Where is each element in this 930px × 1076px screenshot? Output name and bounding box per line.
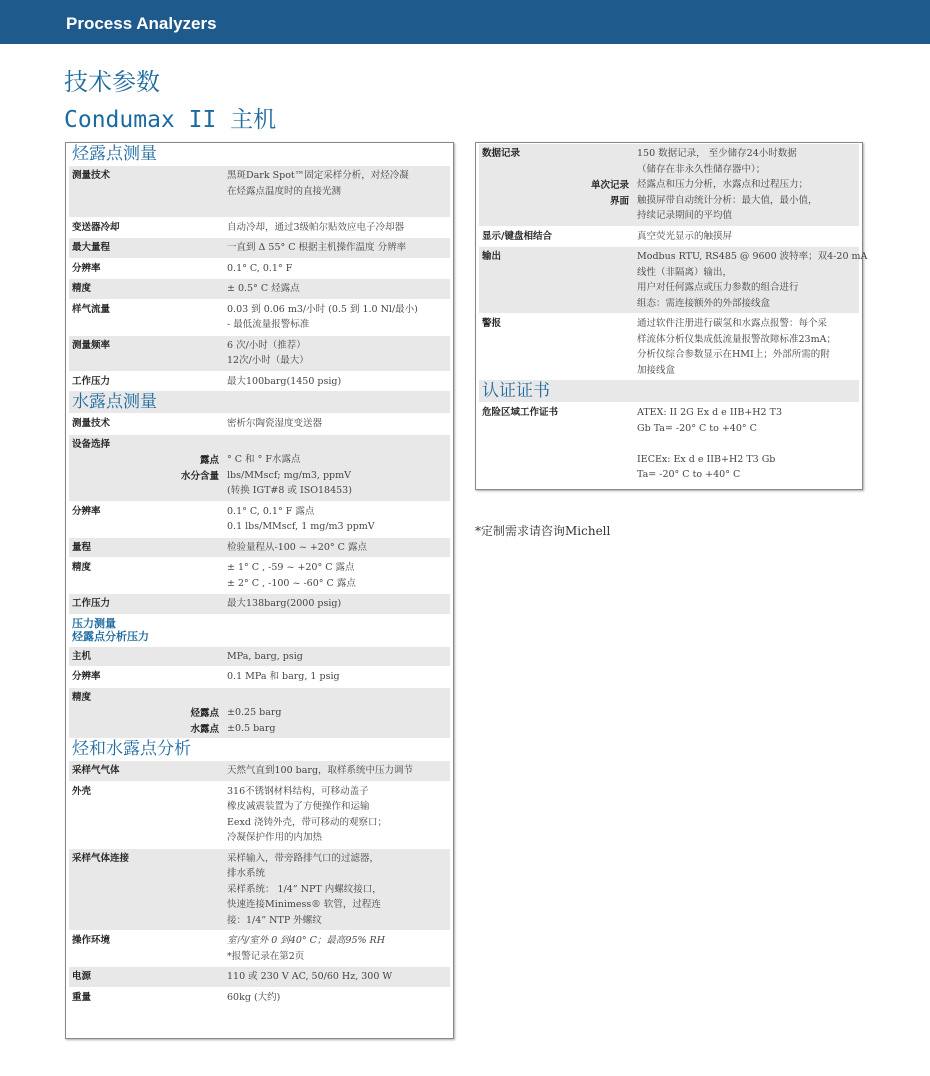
page-subtitle: Condumax II 主机 [64,107,277,133]
spec-line [637,316,856,332]
spec-line [227,866,447,882]
spec-line [227,830,447,846]
spec-line [227,353,447,369]
spec-line [180,468,447,484]
spec-line [637,405,856,421]
spec-label: 主机 [72,650,92,662]
subheading-line: 烃露点分析压力 [72,629,149,643]
spec-label: 工作压力 [72,375,111,387]
spec-value: 0.1 lbs/MMscf, 1 mg/m3 ppmV [227,521,375,532]
spec-line [227,815,447,831]
spec-line [227,882,447,898]
section-heading: 水露点测量 [69,391,450,413]
spec-values [227,240,447,256]
spec-value: 橡皮减震装置为了方便操作和运输 [227,801,370,812]
spec-values [227,416,447,432]
spec-value: Modbus RTU, RS485 @ 9600 波特率；双4-20 mA [637,251,868,262]
spec-line [227,784,447,800]
spec-line [227,990,447,1006]
header-bar [0,0,930,44]
spec-line [637,208,856,224]
spec-value: 0.03 到 0.06 m3/小时 (0.5 到 1.0 Nl/最小) [227,303,418,315]
spec-value: 持续记录期间的平均值 [637,210,733,221]
spec-value: *报警记录在第2页 [227,950,305,962]
spec-row [69,557,450,593]
spec-label: 显示/键盘相结合 [482,230,552,242]
spec-line [190,721,447,737]
spec-value: 0.1° C, 0.1° F 露点 [227,505,315,517]
spec-values [227,220,447,236]
spec-label: 外壳 [72,785,92,797]
spec-line [227,261,447,277]
spec-label: 工作压力 [72,598,111,609]
spec-line [227,933,447,949]
spec-value: 最大138barg(2000 psig) [227,598,342,609]
spec-value: 6 次/小时（推荐） [227,339,306,351]
spec-value: 一直到 Δ 55° C 根据主机操作温度 分辨率 [227,242,407,253]
spec-row [479,313,859,380]
spec-row [69,537,450,558]
spec-line [227,504,447,520]
spec-values [227,504,447,535]
spec-values [227,338,447,369]
spec-row [479,246,868,313]
spec-label: 采样气体连接 [72,852,130,864]
spec-values [227,851,447,929]
spec-row [69,165,450,217]
spec-row [69,278,450,299]
spec-line [637,229,856,245]
spec-values [227,261,447,277]
spec-line [637,347,856,363]
spec-line [637,162,856,178]
spec-values [227,933,447,964]
spec-line [227,184,447,200]
spec-line [227,799,447,815]
spec-value: 室内/室外 0 到40° C；最高95% RH [227,935,385,946]
spec-sublabel-text: 界面 [609,195,629,207]
spec-line [227,199,447,215]
spec-value: 线性（非隔离）输出， [637,266,733,278]
spec-values [227,374,447,390]
spec-sublabel-text: 单次记录 [590,180,629,191]
spec-value: (转换 IGT#8 或 ISO18453) [227,485,352,496]
spec-row [69,258,450,279]
spec-row [69,987,450,1008]
spec-label: 最大量程 [72,242,111,253]
spec-values [227,784,447,846]
spec-sublabel-text: 烃露点 [190,708,219,719]
spec-line [637,265,867,281]
spec-line [227,690,447,706]
spec-row [69,687,450,739]
spec-value: 加接线盒 [637,364,676,376]
spec-line [227,969,447,985]
spec-line [227,649,447,665]
spec-value: Gb Ta= -20° C to +40° C [637,422,757,434]
spec-label: 分辨率 [72,262,101,274]
spec-values [227,560,447,591]
spec-values [227,669,447,685]
spec-value: 12次/小时（最大） [227,355,309,366]
spec-value: 316不锈钢材料结构，可移动盖子 [227,785,369,797]
spec-line [227,374,447,390]
spec-line [227,949,447,965]
spec-label: 精度 [72,562,92,573]
spec-value: IECEx: Ex d e IIB+H2 T3 Gb [637,453,776,465]
spec-line [227,519,447,535]
spec-line [199,452,447,468]
spec-values [180,437,447,499]
spec-row [69,930,450,966]
spec-value: 组态：需连接额外的外部接线盒 [637,297,771,309]
spec-value: ° C 和 ° F水露点 [227,454,301,465]
spec-row [69,217,450,238]
spec-value: 黑斑Dark Spot™固定采样分析，对烃冷凝 [227,170,409,181]
spec-line [637,249,867,265]
spec-value: 接：1/4” NTP 外螺纹 [227,914,322,926]
spec-values [227,302,447,333]
spec-row [69,501,450,537]
spec-row [69,413,450,434]
spec-row [69,335,450,371]
spec-value: 采样系统： 1/4” NPT 内螺纹接口， [227,883,382,895]
spec-line [227,437,447,453]
spec-value: 冷凝保护作用的内加热 [227,832,323,843]
spec-label: 测量频率 [72,339,111,351]
spec-value: 60kg (大约) [227,991,281,1003]
section-heading: 认证证书 [479,380,859,402]
spec-value: 真空荧光显示的触摸屏 [637,230,733,242]
spec-value: ±0.25 barg [227,707,282,718]
spec-label: 采样气气体 [72,765,120,776]
spec-row [69,760,450,781]
spec-row [69,646,450,667]
spec-value: 密析尔陶瓷湿度变送器 [227,418,323,429]
section-subheading [69,614,450,646]
spec-line [227,317,447,333]
spec-row [69,966,450,987]
spec-line [227,338,447,354]
spec-line [637,280,867,296]
spec-value: 天然气直到100 barg，取样系统中压力调节 [227,765,414,776]
spec-line [637,436,856,452]
spec-row [69,434,450,501]
spec-label: 警报 [482,318,502,329]
spec-row [69,237,450,258]
spec-row [479,143,859,226]
spec-row [69,299,450,335]
spec-values [227,281,447,297]
spec-row [69,371,450,392]
spec-values [227,990,447,1006]
spec-value: 分析仪综合参数显示在HMI上；外部所需的附 [637,349,830,360]
spec-line [227,576,447,592]
brand-title: Process Analyzers [66,14,217,33]
spec-line [637,332,856,348]
spec-values [637,405,856,483]
spec-value: 触摸屏带自动统计分析：最大值，最小值， [637,194,818,206]
spec-line [227,913,447,929]
spec-value: 最大100barg(1450 psig) [227,375,342,387]
spec-line [590,177,856,193]
section-heading: 烃和水露点分析 [72,739,191,759]
spec-value: ± 2° C , -100 ~ -60° C 露点 [227,577,356,589]
spec-value: 采样输入，带旁路排气口的过滤器， [227,852,380,864]
spec-value: 在烃露点温度时的直接光测 [227,185,342,197]
spec-value: ATEX: II 2G Ex d e IIB+H2 T3 [637,407,783,418]
spec-label: 分辨率 [72,671,101,682]
spec-line [227,416,447,432]
spec-values [637,316,856,378]
spec-label: 重量 [72,991,92,1003]
spec-line [227,763,447,779]
spec-value: 烃露点和压力分析，水露点和过程压力； [637,179,809,190]
spec-values [590,146,856,224]
spec-values [227,763,447,779]
spec-row [69,848,450,931]
spec-value: 110 或 230 V AC, 50/60 Hz, 300 W [227,971,393,982]
spec-values [227,969,447,985]
spec-line [190,705,447,721]
spec-line [227,240,447,256]
spec-label: 精度 [72,283,92,294]
spec-line [637,296,867,312]
spec-value: - 最低流量报警标准 [227,319,310,330]
spec-table-left [65,142,454,1039]
spec-label: 危险区域工作证书 [482,407,559,418]
spec-value: ± 0.5° C 烃露点 [227,283,300,294]
spec-sublabel-text: 水露点 [190,723,219,735]
spec-values [637,249,867,311]
spec-label: 精度 [72,691,92,703]
spec-label: 测量技术 [72,418,111,429]
spec-value: 150 数据记录， 至少储存24小时数据 [637,148,797,159]
spec-row [69,781,450,848]
spec-value: 0.1° C, 0.1° F [227,262,293,274]
spec-value: 通过软件注册进行碳氢和水露点报警：每个采 [637,318,828,329]
spec-label: 分辨率 [72,505,101,517]
spec-line [227,540,447,556]
spec-line [227,168,447,184]
spec-row [69,593,450,614]
spec-value: 样流体分析仪集成低流量报警故障标准23mA； [637,333,836,345]
spec-row [69,666,450,687]
spec-values [190,690,447,737]
spec-values [227,596,447,612]
spec-values [227,649,447,665]
spec-line [637,363,856,379]
spec-line [637,467,856,483]
spec-label: 测量技术 [72,170,111,181]
spec-value: Ta= -20° C to +40° C [637,469,741,480]
spec-line [227,281,447,297]
spec-line [637,452,856,468]
spec-label: 样气流量 [72,303,111,315]
spec-value: Eexd 浇铸外壳，带可移动的观察口； [227,816,388,828]
spec-line [227,483,447,499]
spec-values [227,540,447,556]
spec-value: 0.1 MPa 和 barg, 1 psig [227,671,340,682]
spec-value: ± 1° C , -59 ~ +20° C 露点 [227,562,355,573]
spec-line [227,560,447,576]
section-heading: 烃露点测量 [72,144,157,164]
spec-line [227,669,447,685]
spec-line [227,220,447,236]
subheading-line: 压力测量 [72,616,116,630]
spec-line [637,421,856,437]
spec-label: 电源 [72,971,92,982]
spec-label: 设备选择 [72,438,111,450]
spec-values [637,229,856,245]
spec-line [227,596,447,612]
spec-sublabel-text: 水分含量 [180,470,219,482]
spec-row [479,226,859,247]
spec-value: 用户对任何露点或压力参数的组合进行 [637,282,799,293]
spec-value: 检验量程从-100 ~ +20° C 露点 [227,541,367,553]
spec-value: MPa, barg, psig [227,650,303,662]
spec-value: ±0.5 barg [227,722,276,734]
spec-table-right [475,142,868,490]
footnote: *定制需求请咨询Michell [475,524,611,538]
spec-values [227,168,447,215]
page-title: 技术参数 [64,68,160,96]
spec-line [637,146,856,162]
spec-value: lbs/MMscf; mg/m3, ppmV [227,469,351,481]
spec-label: 操作环境 [72,935,111,946]
spec-line [227,851,447,867]
spec-line [227,897,447,913]
spec-line [609,193,856,209]
spec-value: 快速连接Minimess® 软管，过程连 [227,899,381,910]
spec-line [227,302,447,318]
spec-label: 数据记录 [482,148,521,159]
spec-value: （储存在非永久性储存器中）； [637,163,766,175]
spec-label: 输出 [482,251,502,262]
spec-label: 量程 [72,541,92,553]
spec-label: 变送器冷却 [72,221,120,233]
spec-value: 自动冷却，通过3级帕尔贴效应电子冷却器 [227,221,405,233]
spec-value: 排水系统 [227,868,266,879]
spec-sublabel-text: 露点 [199,455,219,466]
spec-row [479,402,859,485]
